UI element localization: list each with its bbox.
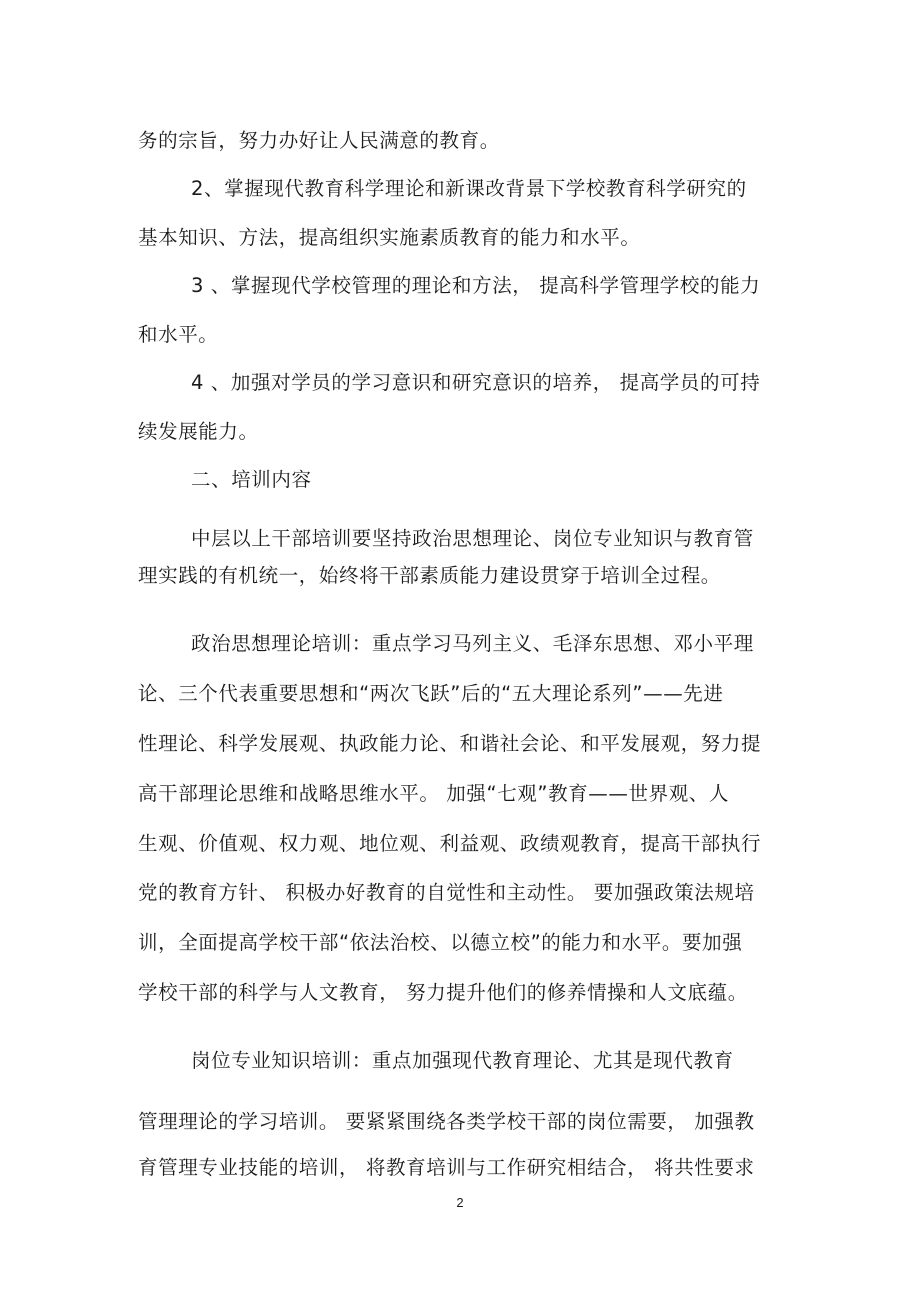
text-line: 高干部理论思维和战略思维水平。 加强“七观”教育——世界观、人: [138, 782, 730, 805]
text-line: 性理论、科学发展观、执政能力论、和谐社会论、和平发展观，努力提: [138, 732, 762, 755]
text-line: 育管理专业技能的培训， 将教育培训与工作研究相结合， 将共性要求: [138, 1156, 755, 1179]
text-line: 岗位专业知识培训：重点加强现代教育理论、尤其是现代教育: [191, 1049, 734, 1072]
text-line: 理实践的有机统一，始终将干部素质能力建设贯穿于培训全过程。: [138, 564, 721, 587]
text-line: 党的教育方针、 积极办好教育的自觉性和主动性。 要加强政策法规培: [138, 881, 755, 904]
text-line: 训，全面提高学校干部“依法治校、以德立校”的能力和水平。要加强: [138, 931, 743, 954]
text-line: 论、三个代表重要思想和“两次飞跃”后的“五大理论系列”——先进: [138, 682, 724, 705]
page-number: 2: [456, 1195, 464, 1210]
text-line: 学校干部的科学与人文教育， 努力提升他们的修养情操和人文底蕴。: [138, 981, 748, 1004]
text-line: 3 、掌握现代学校管理的理论和方法， 提高科学管理学校的能力: [191, 274, 761, 297]
text-line: 生观、价值观、权力观、地位观、利益观、政绩观教育，提高干部执行: [138, 832, 762, 855]
text-line: 4 、加强对学员的学习意识和研究意识的培养， 提高学员的可持: [191, 371, 761, 394]
text-line: 政治思想理论培训：重点学习马列主义、毛泽东思想、邓小平理: [191, 632, 754, 655]
text-line: 基本知识、方法，提高组织实施素质教育的能力和水平。: [138, 226, 641, 249]
text-line: 2、掌握现代教育科学理论和新课改背景下学校教育科学研究的: [191, 177, 747, 200]
text-line: 中层以上干部培训要坚持政治思想理论、岗位专业知识与教育管: [191, 527, 754, 550]
text-line: 务的宗旨，努力办好让人民满意的教育。: [138, 129, 500, 152]
section-heading: 二、培训内容: [191, 468, 312, 491]
text-line: 管理理论的学习培训。 要紧紧围绕各类学校干部的岗位需要， 加强教: [138, 1110, 755, 1133]
text-line: 和水平。: [138, 323, 219, 346]
text-line: 续发展能力。: [138, 420, 259, 443]
